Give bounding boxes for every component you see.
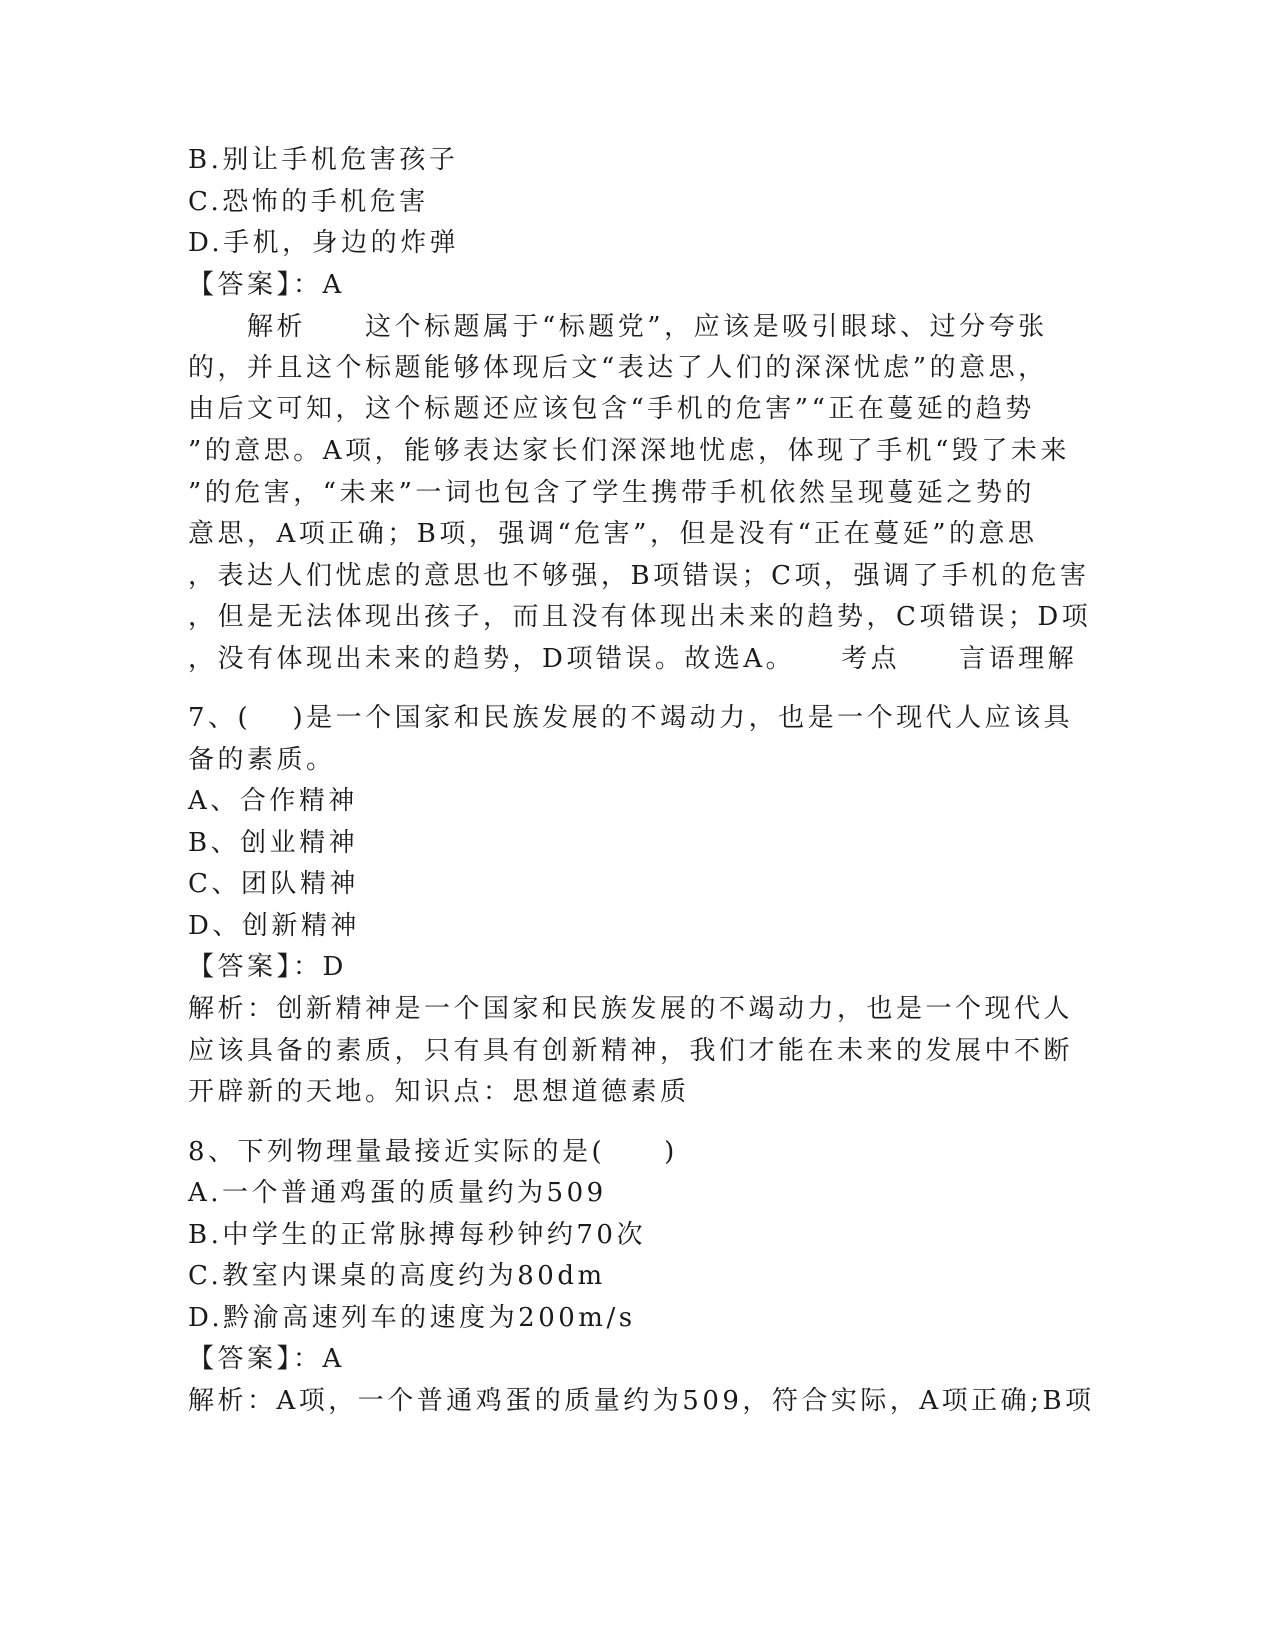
q6-answer: 【答案】：A: [188, 270, 345, 300]
q8-stem: 8、下列物理量最接近实际的是( ): [188, 1137, 678, 1167]
q7-option-b: B、创业精神: [188, 828, 359, 858]
q6-option-d: D.手机，身边的炸弹: [188, 228, 460, 258]
q6-explanation-line: ”的危害，“未来”一词也包含了学生携带手机依然呈现蔓延之势的: [188, 478, 1035, 508]
q8-answer: 【答案】：A: [188, 1344, 345, 1374]
q6-explanation-line: 的，并且这个标题能够体现后文“表达了人们的深深忧虑”的意思，: [188, 353, 1048, 383]
q8-option-b: B.中学生的正常脉搏每秒钟约70次: [188, 1220, 646, 1250]
q7-answer: 【答案】：D: [188, 952, 347, 982]
q8-explanation: 解析：A项，一个普通鸡蛋的质量约为509，符合实际，A项正确;B项: [188, 1386, 1095, 1416]
q8-option-a: A.一个普通鸡蛋的质量约为509: [188, 1178, 607, 1208]
q6-explanation-line: ，但是无法体现出孩子，而且没有体现出未来的趋势，C项错误；D项: [188, 602, 1092, 632]
q7-stem-line: 7、( )是一个国家和民族发展的不竭动力，也是一个现代人应该具: [188, 703, 1074, 733]
q6-option-b: B.别让手机危害孩子: [188, 145, 459, 175]
q7-explanation-line: 解析：创新精神是一个国家和民族发展的不竭动力，也是一个现代人: [188, 994, 1074, 1024]
q7-explanation-line: 应该具备的素质，只有具有创新精神，我们才能在未来的发展中不断: [188, 1036, 1074, 1066]
q6-explanation-line: 解析 这个标题属于“标题党”，应该是吸引眼球、过分夸张: [188, 312, 1048, 342]
q7-option-c: C、团队精神: [188, 869, 359, 899]
q6-option-c: C.恐怖的手机危害: [188, 187, 429, 217]
q6-explanation-line: ”的意思。A项，能够表达家长们深深地忧虑，体现了手机“毁了未来: [188, 436, 1070, 466]
q8-option-d: D.黔渝高速列车的速度为200m/s: [188, 1303, 636, 1333]
q7-option-d: D、创新精神: [188, 911, 360, 941]
q6-explanation-line: 意思，A项正确；B项，强调“危害”，但是没有“正在蔓延”的意思: [188, 519, 1038, 549]
q8-option-c: C.教室内课桌的高度约为80dm: [188, 1261, 606, 1291]
q7-option-a: A、合作精神: [188, 786, 358, 816]
q6-explanation-line: ，表达人们忧虑的意思也不够强，B项错误；C项，强调了手机的危害: [188, 561, 1090, 591]
q7-explanation-line: 开辟新的天地。知识点：思想道德素质: [188, 1077, 690, 1107]
q6-explanation-line: 由后文可知，这个标题还应该包含“手机的危害”“正在蔓延的趋势: [188, 394, 1035, 424]
q6-explanation-line: ，没有体现出未来的趋势，D项错误。故选A。 考点 言语理解: [188, 644, 1078, 674]
q7-stem-line: 备的素质。: [188, 745, 336, 775]
